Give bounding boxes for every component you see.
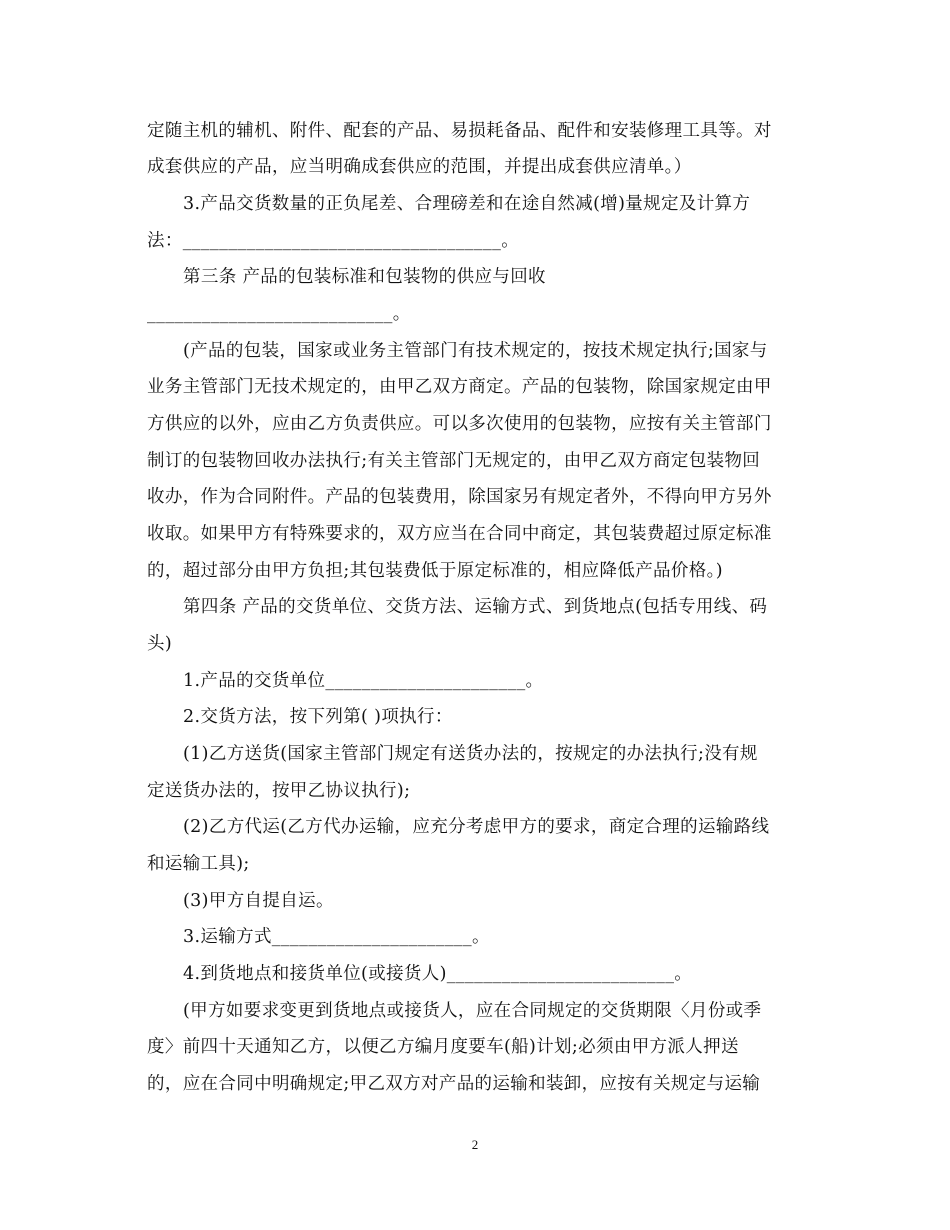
text-line: 1.产品的交货单位______________________。	[183, 671, 544, 691]
section-heading: 第三条 产品的包装标准和包装物的供应与回收	[183, 267, 546, 287]
text-line: ___________________________。	[147, 304, 411, 324]
text-line: 度〉前四十天通知乙方，以便乙方编月度要车(船)计划;必须由甲方派人押送	[147, 1037, 739, 1057]
text-line: 和运输工具);	[147, 854, 250, 874]
text-line: 业务主管部门无技术规定的，由甲乙双方商定。产品的包装物，除国家规定由甲	[147, 377, 772, 397]
text-line: (1)乙方送货(国家主管部门规定有送货办法的，按规定的办法执行;没有规	[183, 744, 758, 764]
text-line: 法：___________________________________。	[147, 231, 520, 251]
text-line: 定送货办法的，按甲乙协议执行);	[147, 781, 411, 801]
text-line: 3.产品交货数量的正负尾差、合理磅差和在途自然减(增)量规定及计算方	[183, 194, 751, 214]
text-line: 头)	[147, 634, 173, 654]
text-line: 的，应在合同中明确规定;甲乙双方对产品的运输和装卸，应按有关规定与运输	[147, 1074, 761, 1094]
text-line: 收办，作为合同附件。产品的包装费用，除国家另有规定者外，不得向甲方另外	[147, 487, 772, 507]
text-line: 2.交货方法，按下列第( )项执行：	[183, 707, 453, 727]
text-line: (甲方如要求变更到货地点或接货人，应在合同规定的交货期限〈月份或季	[183, 1001, 762, 1021]
text-line: 制订的包装物回收办法执行;有关主管部门无规定的，由甲乙双方商定包装物回	[147, 451, 761, 471]
text-line: 方供应的以外，应由乙方负责供应。可以多次使用的包装物，应按有关主管部门	[147, 414, 772, 434]
text-line: 定随主机的辅机、附件、配套的产品、易损耗备品、配件和安装修理工具等。对	[147, 121, 772, 141]
text-line: (产品的包装，国家或业务主管部门有技术规定的，按技术规定执行;国家与	[183, 341, 768, 361]
text-line: 4.到货地点和接货单位(或接货人)_________________________。	[183, 964, 693, 984]
text-line: (2)乙方代运(乙方代办运输，应充分考虑甲方的要求，商定合理的运输路线	[183, 817, 770, 837]
section-heading: 第四条 产品的交货单位、交货方法、运输方式、到货地点(包括专用线、码	[183, 597, 768, 617]
text-line: 3.运输方式______________________。	[183, 927, 490, 947]
text-line: (3)甲方自提自运。	[183, 891, 334, 911]
text-line: 收取。如果甲方有特殊要求的，双方应当在合同中商定，其包装费超过原定标准	[147, 524, 772, 544]
text-line: 成套供应的产品，应当明确成套供应的范围，并提出成套供应清单。）	[147, 157, 692, 177]
text-line: 的，超过部分由甲方负担;其包装费低于原定标准的，相应降低产品价格。)	[147, 561, 723, 581]
page-number: 2	[471, 1137, 479, 1152]
